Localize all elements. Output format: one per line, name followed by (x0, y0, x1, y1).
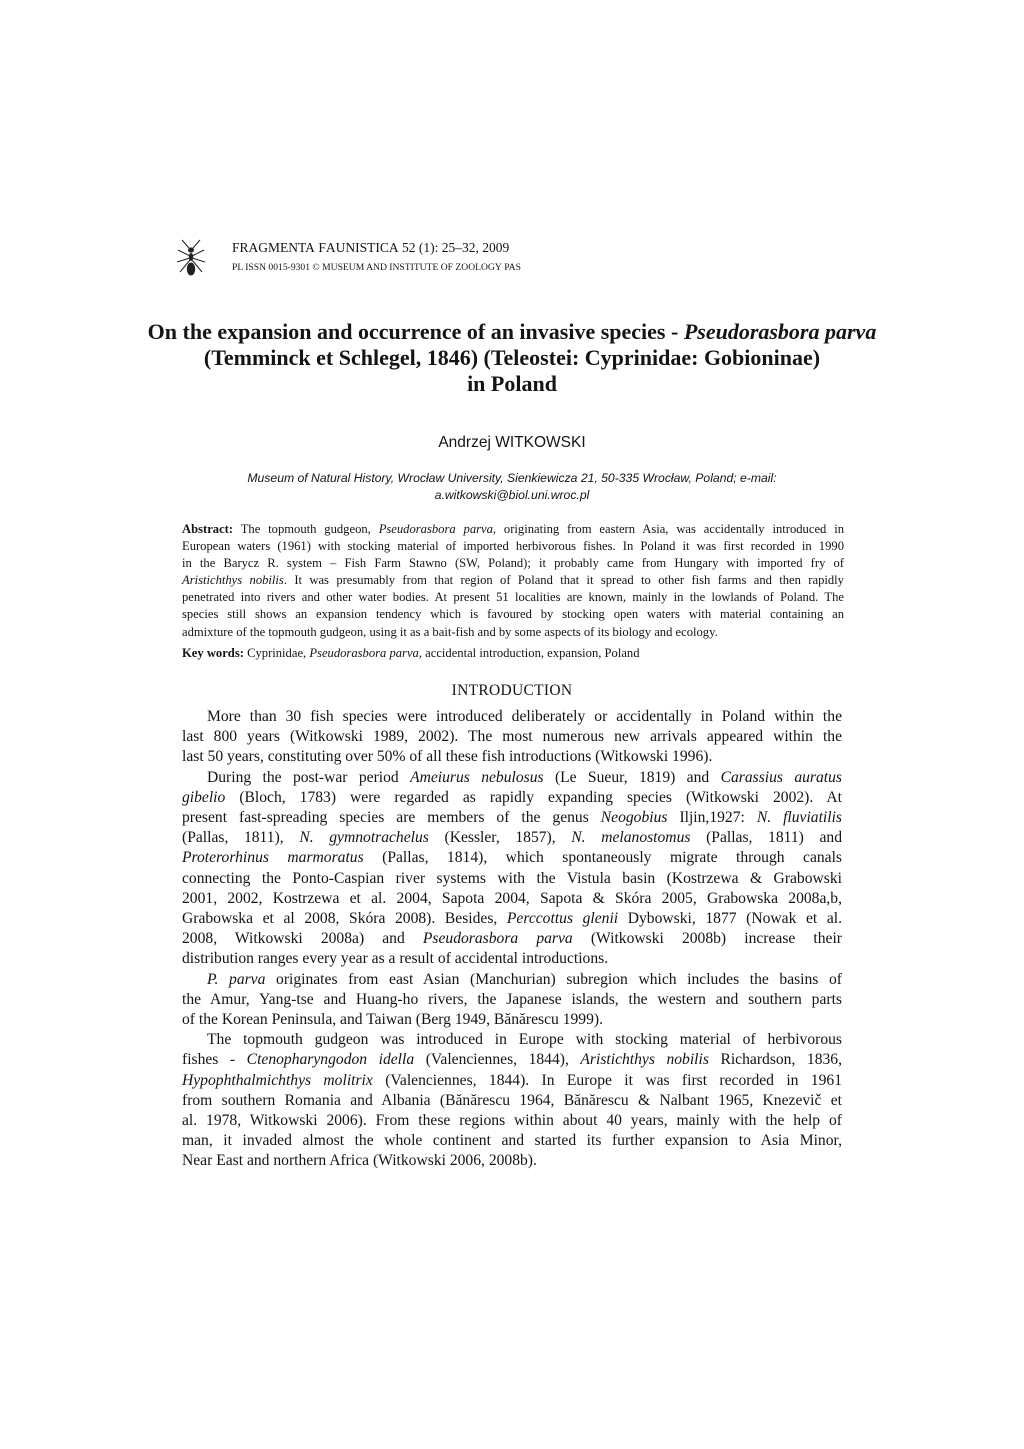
abstract: Abstract: The topmouth gudgeon, Pseudorasbora parva, originating from eastern Asia, was accidentally introduced in European waters (1961) with stocking material of imported herbivorous fishes. In Poland it was first recorded in 1990 in the Barycz R. system – Fish Farm Stawno (SW, Poland); it probably came from Hungary with imported fry of Aristichthys nobilis. It was presumably from that region of Poland that it spread to other fish farms and then rapidly penetrated into rivers and other water bodies. At present 51 localities are known, mainly in the lowlands of Poland. The species still shows an expansion tendency which is favoured by stocking open waters with material containing an admixture of the topmouth gudgeon, using it as a bait-fish and by some aspects of its biology and ecology. (182, 522, 844, 639)
author-affiliation: Museum of Natural History, Wrocław University, Sienkiewicza 21, 50-335 Wrocław, Poland; e-mail: a.witkowski@biol.uni.wroc.pl (190, 470, 834, 504)
author-email: a.witkowski@biol.uni.wroc.pl (434, 488, 590, 502)
ant-icon (176, 238, 206, 284)
journal-citation: FRAGMENTA FAUNISTICA 52 (1): 25–32, 2009 (232, 240, 510, 255)
issn-line: PL ISSN 0015-9301 © MUSEUM AND INSTITUTE OF ZOOLOGY PAS (232, 262, 521, 273)
keywords: Key words: Cyprinidae, Pseudorasbora parva, accidental introduction, expansion, Poland (182, 646, 640, 660)
author-name: Andrzej WITKOWSKI (438, 434, 586, 451)
introduction-text: More than 30 fish species were introduced deliberately or accidentally in Poland within the last 800 years (Witkowski 1989, 2002). The most numerous new arrivals appeared within the last 50 years, constituting over 50% of all these fish introductions (Witkowski 1996). During the post-war period Ameiurus nebulosus (Le Sueur, 1819) and Carassius auratus gibelio (Bloch, 1783) were regarded as rapidly expanding species (Witkowski 2002). At present fast-spreading species are members of the genus Neogobius Iljin,1927: N. fluviatilis (Pallas, 1811), N. gymnotrachelus (Kessler, 1857), N. melanostomus (Pallas, 1811) and Proterorhinus marmoratus (Pallas, 1814), which spontaneously migrate through canals connecting the Ponto-Caspian river systems with the Vistula basin (Kostrzewa & Grabowski 2001, 2002, Kostrzewa et al. 2004, Sapota 2004, Sapota & Skóra 2005, Grabowska 2008a,b, Grabowska et al 2008, Skóra 2008). Besides, Perccottus glenii Dybowski, 1877 (Nowak et al. 2008, Witkowski 2008a) and Pseudorasbora parva (Witkowski 2008b) increase their distribution ranges every year as a result of accidental introductions. P. parva originates from east Asian (Manchurian) subregion which includes the basins of the Amur, Yang-tse and Huang-ho rivers, the Japanese islands, the western and southern parts of the Korean Peninsula, and Taiwan (Berg 1949, Bănărescu 1999). The topmouth gudgeon was introduced in Europe with stocking material of herbivorous fishes - Ctenopharyngodon idella (Valenciennes, 1844), Aristichthys nobilis Richardson, 1836, Hypophthalmichthys molitrix (Valenciennes, 1844). In Europe it was first recorded in 1961 from southern Romania and Albania (Bănărescu 1964, Bănărescu & Nalbant 1965, Knezevič et al. 1978, Witkowski 2006). From these regions within about 40 years, mainly with the help of man, it invaded almost the whole continent and started its further expansion to Asia Minor, Near East and northern Africa (Witkowski 2006, 2008b). (182, 708, 843, 1170)
section-heading-introduction: INTRODUCTION (451, 682, 573, 699)
article-title: On the expansion and occurrence of an invasive species - Pseudorasbora parva (Temminck et Schlegel, 1846) (Teleostei: Cyprinidae: Gobioninae) in Poland (147, 319, 877, 396)
